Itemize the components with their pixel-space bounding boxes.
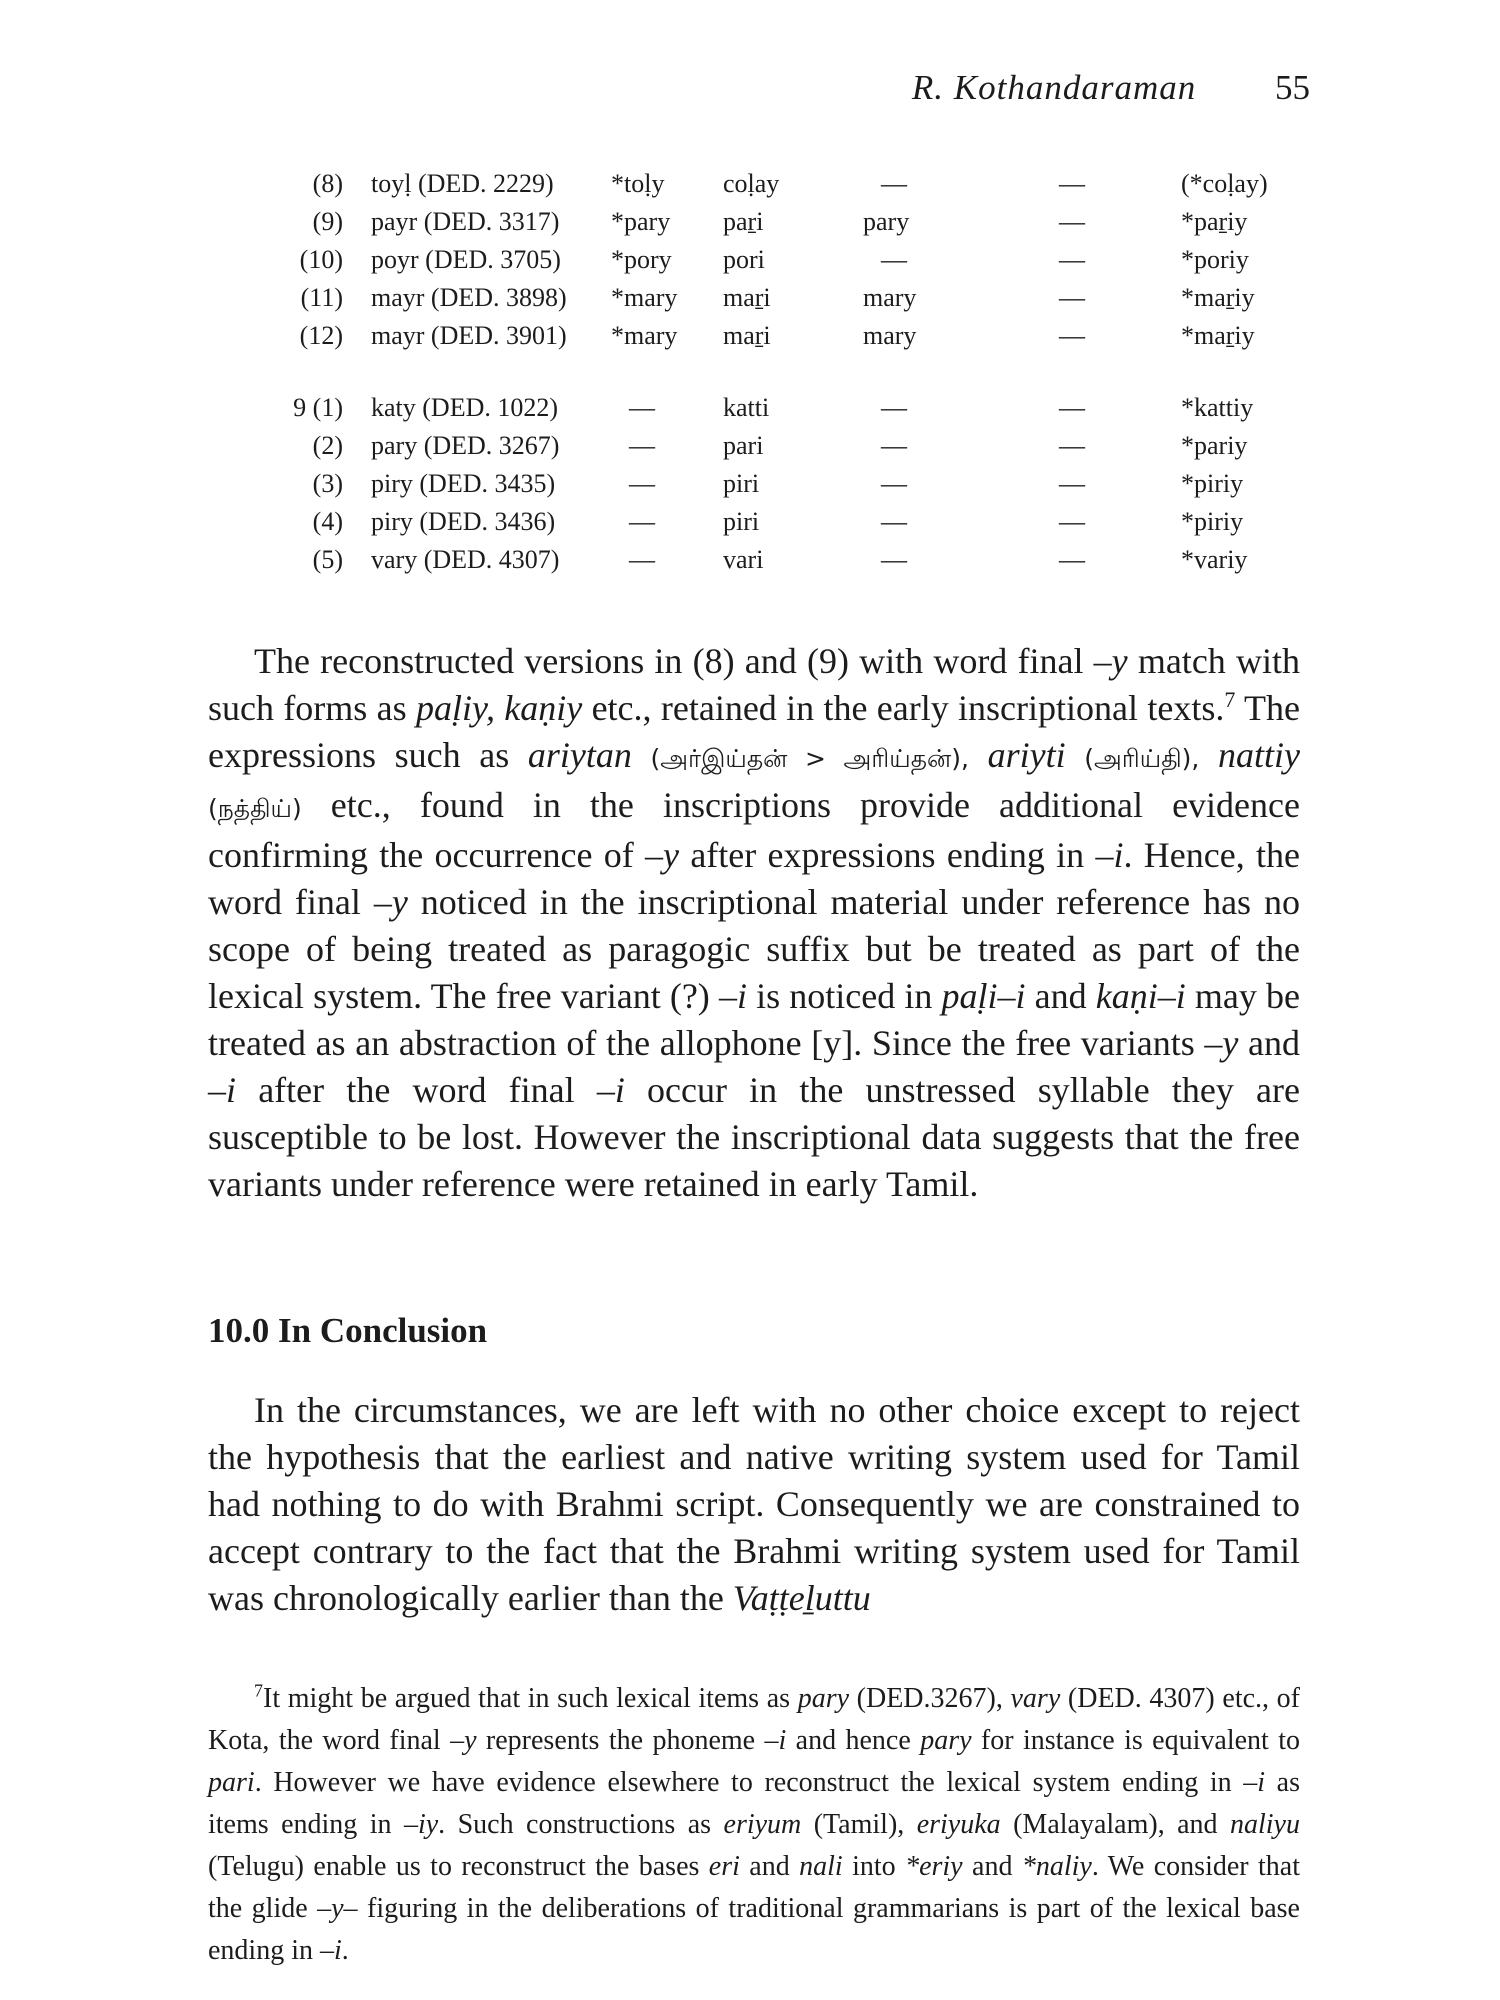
page-number: 55 — [1275, 68, 1310, 107]
table-cell-num: (10) — [299, 245, 343, 274]
table-cell-num: (11) — [300, 283, 343, 312]
table-cell-c3: — — [629, 393, 655, 422]
table-row — [245, 317, 1281, 355]
table-row — [245, 427, 1281, 465]
table-cell-c4: coḷay — [723, 169, 780, 198]
table-row — [245, 503, 1281, 541]
table-cell-form: pary (DED. 3267) — [371, 431, 560, 460]
table-cell-c5: — — [881, 393, 907, 422]
table-cell-c6: — — [1059, 321, 1085, 350]
table-cell-c6: — — [1059, 283, 1085, 312]
table-cell-num: (2) — [312, 431, 343, 460]
table-cell-c4: pari — [723, 431, 764, 460]
table-cell-c7: *paṟiy — [1181, 207, 1248, 236]
table-cell-c5: mary — [863, 283, 917, 312]
tamil-gloss: (நத்திய்) — [208, 794, 302, 823]
table-cell-c7: (*coḷay) — [1181, 169, 1268, 198]
table-cell-c6: — — [1059, 469, 1085, 498]
table-cell-num: (12) — [299, 321, 343, 350]
table-row — [245, 541, 1281, 579]
table-cell-num: (5) — [312, 545, 343, 574]
header-author: R. Kothandaraman — [911, 68, 1197, 107]
table-cell-c4: vari — [723, 545, 764, 574]
table-cell-form: mayr (DED. 3898) — [371, 283, 567, 312]
table-cell-c4: katti — [723, 393, 770, 422]
table-spacer — [245, 355, 1281, 389]
table-cell-c6: — — [1059, 169, 1085, 198]
table-cell-form: mayr (DED. 3901) — [371, 321, 567, 350]
tamil-gloss: (அர்இய்தன் > அரிய்தன்), — [650, 744, 969, 773]
table-cell-c3: — — [629, 469, 655, 498]
table-cell-form: katy (DED. 1022) — [371, 393, 559, 422]
paragraph-conclusion: In the circumstances, we are left with no other choice except to reject the hypothesis that the earliest and native writing system used for Tamil had nothing to do with Brahmi script. Consequently we are constrained to accept contrary to the fact that the Brahmi writing system used for Tamil was chronologically earlier than the Vaṭṭeḻuttu — [208, 1390, 1300, 1618]
table-row — [245, 203, 1281, 241]
table-cell-form: poyr (DED. 3705) — [371, 245, 561, 274]
table-row — [245, 165, 1281, 203]
table-cell-form: toyḷ (DED. 2229) — [371, 169, 554, 198]
table-cell-c7: *variy — [1181, 545, 1248, 574]
reconstruction-table — [245, 165, 1281, 579]
table-cell-c7: *piriy — [1181, 507, 1244, 536]
table-cell-c6: — — [1059, 545, 1085, 574]
table-cell-c4: maṟi — [723, 321, 771, 350]
table-cell-c3: — — [629, 431, 655, 460]
table-cell-c7: *maṟiy — [1181, 321, 1255, 350]
table-cell-c4: piri — [723, 507, 760, 536]
table-cell-c7: *pariy — [1181, 431, 1248, 460]
table-cell-c7: *kattiy — [1181, 393, 1254, 422]
table-cell-c6: — — [1059, 431, 1085, 460]
table-cell-c7: *maṟiy — [1181, 283, 1255, 312]
tamil-gloss: (அரிய்தி), — [1084, 744, 1200, 773]
table-cell-c5: mary — [863, 321, 917, 350]
paragraph-reconstructed-versions: The reconstructed versions in (8) and (9) with word final –y match with such forms as paḷiy, kaṇiy etc., retained in the early inscriptional texts.$^7$ The expressions such as ariytan (அர்இய்தன் > அரிய்தன்), ariyti (அரிய்தி), nattiy (நத்திய்) etc., found in the inscriptions provide additional evidence confirming the occurrence of –y after expressions ending in –i. Hence, the word final –y noticed in the inscriptional material under reference has no scope of being treated as paragogic suffix but be treated as part of the lexical system. The free variant (?) –i is noticed in paḷi–i and kaṇi–i may be treated as an abstraction of the allophone [y]. Since the free variants –y and –i after the word final –i occur in the unstressed syllable they are susceptible to be lost. However the inscriptional data suggests that the free variants under reference were retained in early Tamil. — [208, 641, 1301, 1204]
table-cell-c6: — — [1059, 207, 1085, 236]
table-cell-c6: — — [1059, 393, 1085, 422]
table-cell-num: (3) — [312, 469, 343, 498]
table-cell-c3: *mary — [611, 321, 678, 350]
table-cell-form: vary (DED. 4307) — [371, 545, 560, 574]
table-cell-num: (4) — [312, 507, 343, 536]
table-cell-c5: — — [881, 507, 907, 536]
table-cell-c5: — — [881, 431, 907, 460]
table-cell-c6: — — [1059, 507, 1085, 536]
table-row — [245, 241, 1281, 279]
table-cell-c7: *poriy — [1181, 245, 1249, 274]
table-cell-c5: — — [881, 469, 907, 498]
table-cell-c5: — — [881, 245, 907, 274]
table-cell-c7: *piriy — [1181, 469, 1244, 498]
table-cell-c5: — — [881, 545, 907, 574]
table-cell-num: 9 (1) — [293, 393, 343, 422]
table-cell-num: (8) — [312, 169, 343, 198]
table-cell-form: piry (DED. 3435) — [371, 469, 556, 498]
table-cell-c4: piri — [723, 469, 760, 498]
running-header — [912, 68, 1310, 108]
table-cell-c5: — — [881, 169, 907, 198]
table-cell-c3: *toḷy — [611, 169, 665, 198]
table-cell-c4: paṟi — [723, 207, 764, 236]
table-cell-c6: — — [1059, 245, 1085, 274]
table-cell-form: piry (DED. 3436) — [371, 507, 556, 536]
footnote-marker: 7 — [254, 1680, 263, 1701]
table-cell-c3: *pary — [611, 207, 671, 236]
table-cell-c3: — — [629, 545, 655, 574]
table-cell-c4: pori — [723, 245, 765, 274]
table-cell-c3: *mary — [611, 283, 678, 312]
table-cell-c4: maṟi — [723, 283, 771, 312]
section-heading-conclusion: 10.0 In Conclusion — [208, 1311, 488, 1350]
table-cell-form: payr (DED. 3317) — [371, 207, 560, 236]
table-cell-c3: *pory — [611, 245, 672, 274]
table-row — [245, 465, 1281, 503]
table-row — [245, 389, 1281, 427]
footnote-ref-7: 7 — [1224, 687, 1236, 712]
footnote-7: $^7$It might be argued that in such lexical items as pary (DED.3267), vary (DED. 4307) etc., of Kota, the word final –y represents the phoneme –i and hence pary for instance is equivalent to pari. However we have evidence elsewhere to reconstruct the lexical system ending in –i as items ending in –iy. Such constructions as eriyum (Tamil), eriyuka (Malayalam), and naliyu (Telugu) enable us to reconstruct the bases eri and nali into *eriy and *naliy. We consider that the glide –y– figuring in the deliberations of traditional grammarians is part of the lexical base ending in –i. — [208, 1680, 1300, 1966]
table-row — [245, 279, 1281, 317]
table-cell-c3: — — [629, 507, 655, 536]
table-cell-num: (9) — [312, 207, 343, 236]
table-cell-c5: pary — [863, 207, 910, 236]
